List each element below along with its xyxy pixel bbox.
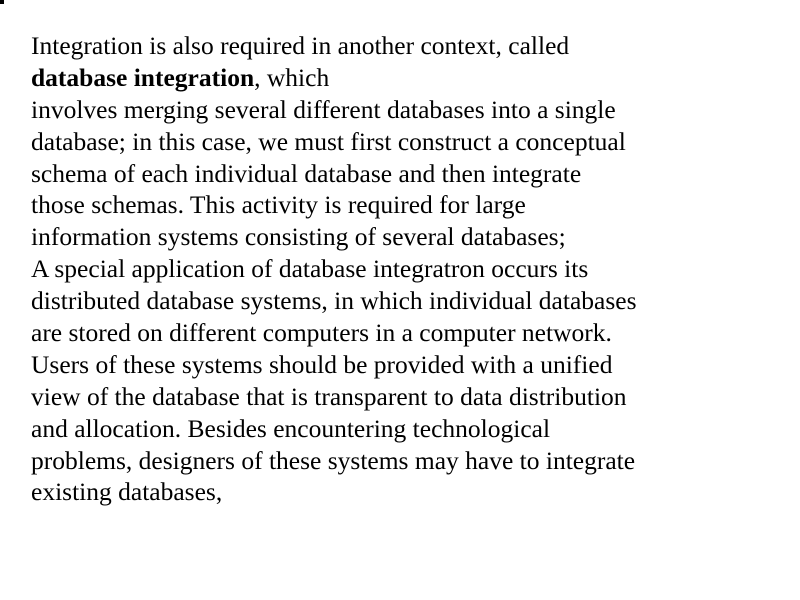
text-line [31, 62, 791, 94]
text-fragment: , which [254, 62, 330, 92]
text-line: database; in this case, we must first construct a conceptual [31, 126, 626, 156]
text-line: A special application of database integratron occurs its [31, 254, 589, 284]
text-line: those schemas. This activity is required for large [31, 190, 526, 220]
text-line: Integration is also required in another context, called [31, 31, 570, 60]
text-line: existing databases, [31, 477, 223, 507]
text-line: and allocation. Besides encountering technological [31, 413, 551, 443]
bold-term: database integration [31, 62, 255, 92]
text-line: information systems consisting of several databases; [31, 222, 566, 252]
text-line: schema of each individual database and then integrate [31, 158, 582, 188]
paragraph-1 [31, 30, 791, 253]
paragraph-2 [31, 253, 791, 508]
text-line: involves merging several different databases into a single [31, 94, 616, 124]
corner-mark [0, 0, 4, 4]
body-text [31, 30, 791, 508]
text-line: problems, designers of these systems may have to integrate [31, 445, 636, 475]
text-line: are stored on different computers in a computer network. [31, 318, 612, 348]
text-line: distributed database systems, in which individual databases [31, 286, 637, 316]
text-line: Users of these systems should be provided with a unified [31, 349, 613, 379]
text-line: view of the database that is transparent to data distribution [31, 381, 627, 411]
